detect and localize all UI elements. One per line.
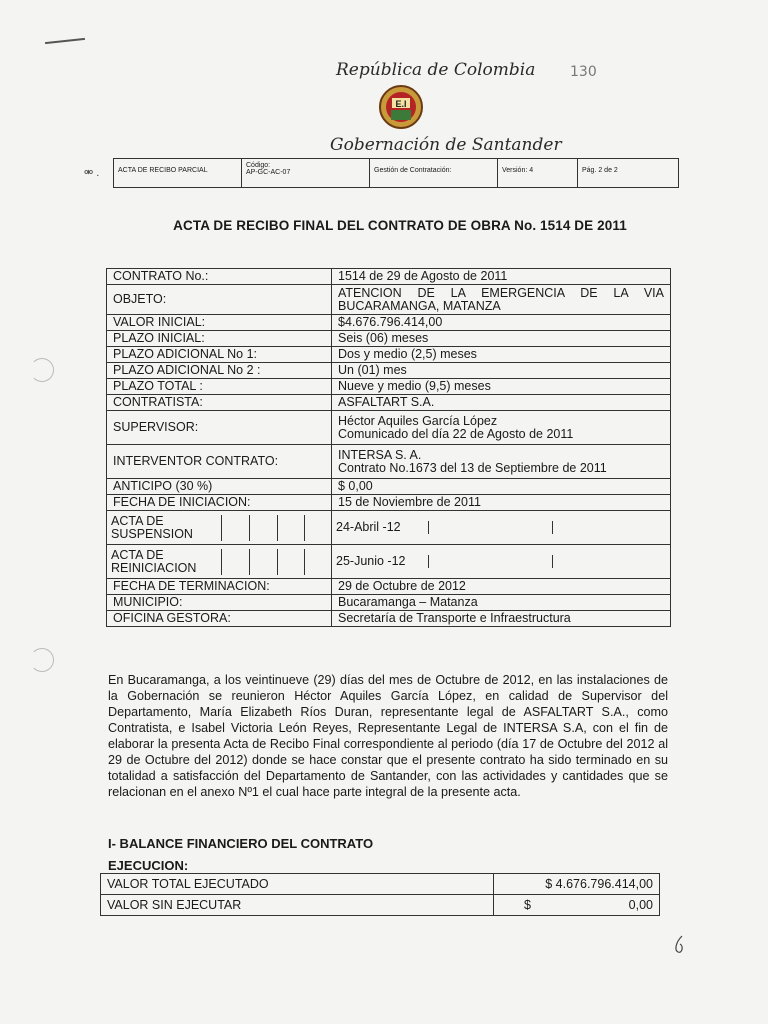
version-label: Versión: 4 — [502, 167, 534, 174]
section-title: I- BALANCE FINANCIERO DEL CONTRATO — [108, 836, 374, 851]
row-value: Dos y medio (2,5) meses — [332, 347, 671, 363]
table-row — [107, 395, 671, 411]
amount: $ 4.676.796.414,00 — [545, 877, 653, 891]
row-label: FECHA DE INICIACION: — [107, 495, 332, 511]
document-title: ACTA DE RECIBO FINAL DEL CONTRATO DE OBRA No. 1514 DE 2011 — [173, 218, 627, 233]
republic-heading: República de Colombia — [336, 60, 536, 80]
table-row — [107, 611, 671, 627]
contract-info-table — [106, 268, 671, 627]
table-row — [107, 579, 671, 595]
handwritten-page-number: 130 — [570, 64, 597, 80]
currency-symbol: $ — [524, 898, 531, 912]
row-value — [494, 874, 660, 895]
grid-cell — [277, 515, 305, 541]
row-value — [332, 445, 671, 479]
row-value — [332, 411, 671, 445]
grid-cell — [222, 515, 250, 541]
grid-cell — [429, 555, 553, 568]
row-value — [494, 895, 660, 916]
page-label: Pág. 2 de 2 — [582, 167, 618, 174]
row-label: PLAZO ADICIONAL No 1: — [107, 347, 332, 363]
table-row — [107, 445, 671, 479]
row-label: MUNICIPIO: — [107, 595, 332, 611]
grid-cell — [277, 549, 305, 575]
interventor-name: INTERSA S. A. — [338, 447, 422, 462]
grid-cell — [429, 521, 553, 534]
grid-cell — [222, 549, 250, 575]
row-value — [332, 285, 671, 315]
table-row — [107, 479, 671, 495]
suspension-value-grid — [332, 521, 670, 534]
row-label: INTERVENTOR CONTRATO: — [107, 445, 332, 479]
row-label-cell — [107, 545, 332, 579]
row-value: 1514 de 29 de Agosto de 2011 — [332, 269, 671, 285]
row-label: ACTA DE SUSPENSION — [107, 515, 222, 541]
row-value: 25-Junio -12 — [332, 555, 429, 568]
row-value: $ 0,00 — [332, 479, 671, 495]
table-row — [107, 595, 671, 611]
objeto-line-1: ATENCION DE LA EMERGENCIA DE LA VIA — [338, 285, 664, 300]
row-value: Bucaramanga – Matanza — [332, 595, 671, 611]
row-value-cell — [332, 545, 671, 579]
grid-cell — [305, 515, 331, 541]
row-label: SUPERVISOR: — [107, 411, 332, 445]
document-type: ACTA DE RECIBO PARCIAL — [118, 167, 208, 174]
grid-cell — [249, 549, 277, 575]
table-row — [107, 379, 671, 395]
row-value: 15 de Noviembre de 2011 — [332, 495, 671, 511]
row-value: 29 de Octubre de 2012 — [332, 579, 671, 595]
row-value-cell — [332, 511, 671, 545]
table-row — [107, 495, 671, 511]
table-row — [107, 411, 671, 445]
suspension-grid — [107, 515, 331, 541]
row-label: FECHA DE TERMINACION: — [107, 579, 332, 595]
row-label: VALOR TOTAL EJECUTADO — [101, 874, 494, 895]
row-label: ANTICIPO (30 %) — [107, 479, 332, 495]
code-value: AP-GC-AC-07 — [246, 169, 291, 176]
process-label: Gestión de Contratación: — [374, 167, 452, 174]
row-label: PLAZO ADICIONAL No 2 : — [107, 363, 332, 379]
row-label: VALOR SIN EJECUTAR — [101, 895, 494, 916]
row-value: Seis (06) meses — [332, 331, 671, 347]
document-control-header — [113, 158, 679, 188]
row-label: CONTRATISTA: — [107, 395, 332, 411]
table-row — [107, 347, 671, 363]
row-label: OBJETO: — [107, 285, 332, 315]
table-row — [107, 331, 671, 347]
row-value: 24-Abril -12 — [332, 521, 429, 534]
page-cell — [578, 159, 678, 187]
table-row — [107, 363, 671, 379]
binder-mark: ⚮ . — [84, 167, 100, 179]
subsection-title: EJECUCION: — [108, 858, 189, 873]
amount: 0,00 — [628, 898, 653, 912]
interventor-note: Contrato No.1673 del 13 de Septiembre de 2011 — [338, 460, 607, 475]
row-value: Un (01) mes — [332, 363, 671, 379]
objeto-line-2: BUCARAMANGA, MATANZA — [338, 298, 501, 313]
process-cell — [370, 159, 498, 187]
table-row — [107, 315, 671, 331]
code-label: Código: — [246, 162, 271, 169]
version-cell — [498, 159, 578, 187]
table-row — [107, 269, 671, 285]
scan-mark — [45, 38, 85, 44]
emblem-label: E.I — [395, 99, 407, 109]
row-label: OFICINA GESTORA: — [107, 611, 332, 627]
row-label: CONTRATO No.: — [107, 269, 332, 285]
government-heading: Gobernación de Santander — [330, 135, 562, 155]
supervisor-note: Comunicado del día 22 de Agosto de 2011 — [338, 426, 574, 441]
coat-of-arms-emblem — [378, 84, 424, 130]
handwritten-initial — [672, 934, 688, 956]
row-value: Nueve y medio (9,5) meses — [332, 379, 671, 395]
table-row — [107, 545, 671, 579]
row-label-cell — [107, 511, 332, 545]
grid-cell — [249, 515, 277, 541]
reiniciacion-value-grid — [332, 555, 670, 568]
grid-cell — [553, 521, 670, 534]
row-label: PLAZO INICIAL: — [107, 331, 332, 347]
row-value: ASFALTART S.A. — [332, 395, 671, 411]
row-label: PLAZO TOTAL : — [107, 379, 332, 395]
row-value: $4.676.796.414,00 — [332, 315, 671, 331]
row-value: Secretaría de Transporte e Infraestructura — [332, 611, 671, 627]
supervisor-name: Héctor Aquiles García López — [338, 413, 498, 428]
table-row — [107, 511, 671, 545]
grid-cell — [305, 549, 331, 575]
table-row — [101, 874, 660, 895]
document-type-cell — [114, 159, 242, 187]
financial-table — [100, 873, 660, 916]
table-row — [101, 895, 660, 916]
binder-hole-mark — [30, 648, 54, 672]
table-row — [107, 285, 671, 315]
reiniciacion-grid — [107, 549, 331, 575]
body-paragraph: En Bucaramanga, a los veintinueve (29) días del mes de Octubre de 2012, en las instalaciones de la Gobernación se reunieron Héctor Aquiles García López, en calidad de Supervisor del Departamento, María Elizabeth Ríos Duran, representante legal de ASFALTART S.A., como Contratista, e Isabel Victoria León Reyes, Representante Legal de INTERSA S.A, con el fin de elaborar la presenta Acta de Recibo Final correspondiente al periodo (día 17 de Octubre del 2012 al 29 de Octubre del 2012) donde se hace constar que el presente contrato ha sido terminado en su totalidad a satisfacción del Departamento de Santander, con las actividades y cantidades que se relacionan en el anexo Nº1 el cual hace parte integral de la presente acta. — [108, 673, 668, 799]
binder-hole-mark — [30, 358, 54, 382]
grid-cell — [553, 555, 670, 568]
code-cell — [242, 159, 370, 187]
row-label: VALOR INICIAL: — [107, 315, 332, 331]
row-label: ACTA DE REINICIACION — [107, 549, 222, 575]
